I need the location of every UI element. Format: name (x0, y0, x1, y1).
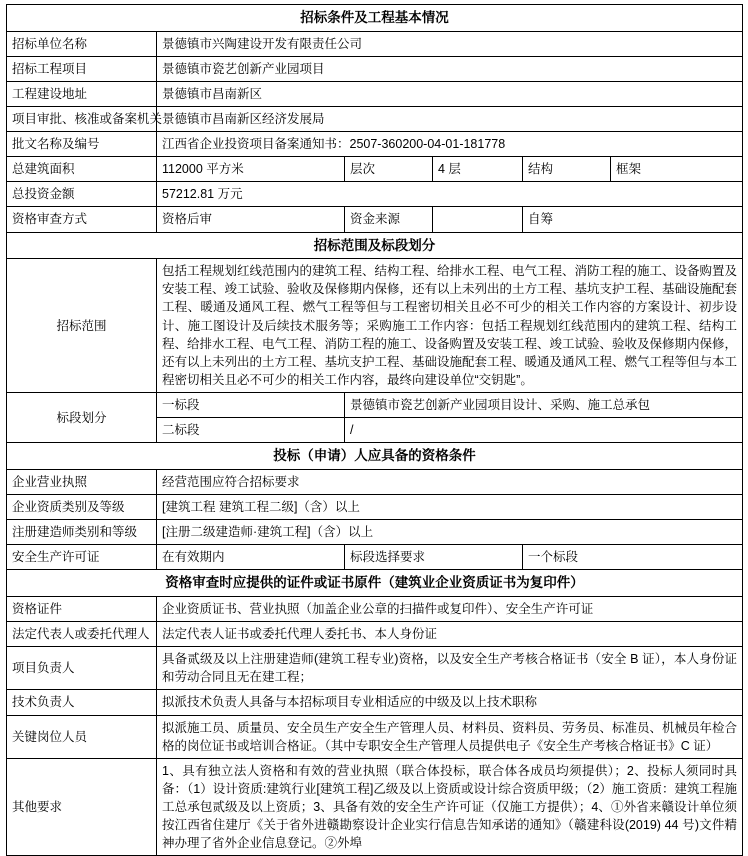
section-title-qualification: 投标（申请）人应具备的资格条件 (7, 443, 743, 470)
value-safety-production-license: 在有效期内 (157, 545, 345, 570)
table-row (7, 715, 743, 758)
table-row (7, 157, 743, 182)
label-bid-scope: 招标范围 (7, 259, 157, 393)
label-qualification-review-method: 资格审查方式 (7, 207, 157, 232)
table-row (7, 690, 743, 715)
value-legal-representative: 法定代表人证书或委托代理人委托书、本人身份证 (157, 622, 743, 647)
section-header-row (7, 232, 743, 259)
table-row (7, 56, 743, 81)
table-row (7, 106, 743, 131)
label-floors: 层次 (345, 157, 433, 182)
section-header-row (7, 443, 743, 470)
value-key-personnel: 拟派施工员、质量员、安全员生产安全生产管理人员、材料员、资料员、劳务员、标准员、机械员年检合格的岗位证书或培训合格证。（其中专职安全生产管理人员提供电子《安全生产考核合格证书》C 证） (157, 715, 743, 758)
label-legal-representative: 法定代表人或委托代理人 (7, 622, 157, 647)
label-qualification-certificates: 资格证件 (7, 596, 157, 621)
label-total-floor-area: 总建筑面积 (7, 157, 157, 182)
label-key-personnel: 关键岗位人员 (7, 715, 157, 758)
value-bidder-unit-name: 景德镇市兴陶建设开发有限责任公司 (157, 31, 743, 56)
label-total-investment: 总投资金额 (7, 182, 157, 207)
table-row (7, 622, 743, 647)
section-title-basic: 招标条件及工程基本情况 (7, 5, 743, 32)
label-bidder-unit-name: 招标单位名称 (7, 31, 157, 56)
value-other-requirements: 1、具有独立法人资格和有效的营业执照（联合体投标，联合体各成员均须提供）；2、投标人须同时具备：（1）设计资质:建筑行业[建筑工程]乙级及以上资质或设计综合资质甲级；（2）施工资质：建筑工程施工总承包贰级及以上资质；3、具备有效的安全生产许可证（仅施工方提供）；4、①外省来赣设计单位须按江西省住建厅《关于省外进赣勘察设计企业实行信息告知承诺的通知》（赣建科设(2019) 44 号)文件精神办理了省外企业信息登记。②外埠 (157, 758, 743, 856)
value-total-investment: 57212.81 万元 (157, 182, 743, 207)
label-lot-1: 一标段 (157, 393, 345, 418)
table-row (7, 207, 743, 232)
table-row (7, 182, 743, 207)
section-header-row (7, 5, 743, 32)
value-project-name: 景德镇市瓷艺创新产业园项目 (157, 56, 743, 81)
value-project-address: 景德镇市昌南新区 (157, 81, 743, 106)
label-registered-constructor-grade: 注册建造师类别和等级 (7, 520, 157, 545)
section-header-row (7, 570, 743, 597)
value-qualification-review-method: 资格后审 (157, 207, 345, 232)
table-row (7, 31, 743, 56)
bid-information-table (6, 4, 743, 856)
table-row (7, 647, 743, 690)
value-structure: 框架 (611, 157, 743, 182)
label-approval-authority: 项目审批、核准或备案机关 (7, 106, 157, 131)
table-row (7, 758, 743, 856)
label-project-address: 工程建设地址 (7, 81, 157, 106)
table-row (7, 393, 743, 418)
table-row (7, 596, 743, 621)
label-project-name: 招标工程项目 (7, 56, 157, 81)
table-row (7, 132, 743, 157)
label-technical-manager: 技术负责人 (7, 690, 157, 715)
label-lot-division: 标段划分 (7, 393, 157, 443)
value-qualification-certificates: 企业资质证书、营业执照（加盖企业公章的扫描件或复印件）、安全生产许可证 (157, 596, 743, 621)
table-row (7, 545, 743, 570)
table-row (7, 259, 743, 393)
section-title-scope: 招标范围及标段划分 (7, 232, 743, 259)
label-other-requirements: 其他要求 (7, 758, 157, 856)
value-approval-authority: 景德镇市昌南新区经济发展局 (157, 106, 743, 131)
value-total-floor-area: 112000 平方米 (157, 157, 345, 182)
label-funding-source: 资金来源 (345, 207, 433, 232)
value-project-manager: 具备贰级及以上注册建造师(建筑工程专业)资格，以及安全生产考核合格证书（安全 B 证），本人身份证和劳动合同且无在建工程； (157, 647, 743, 690)
label-safety-production-license: 安全生产许可证 (7, 545, 157, 570)
label-enterprise-qualification-grade: 企业资质类别及等级 (7, 494, 157, 519)
label-lot-selection-requirement: 标段选择要求 (345, 545, 523, 570)
label-business-license: 企业营业执照 (7, 469, 157, 494)
label-project-manager: 项目负责人 (7, 647, 157, 690)
value-approval-doc-number: 江西省企业投资项目备案通知书：2507-360200-04-01-181778 (157, 132, 743, 157)
table-row (7, 520, 743, 545)
table-row (7, 469, 743, 494)
value-funding-source-empty (433, 207, 523, 232)
label-approval-doc-number: 批文名称及编号 (7, 132, 157, 157)
label-lot-2: 二标段 (157, 418, 345, 443)
value-lot-selection-requirement: 一个标段 (523, 545, 743, 570)
value-business-license: 经营范围应符合招标要求 (157, 469, 743, 494)
section-title-documents: 资格审查时应提供的证件或证书原件（建筑业企业资质证书为复印件） (7, 570, 743, 597)
label-structure: 结构 (523, 157, 611, 182)
value-lot-2: / (345, 418, 743, 443)
value-bid-scope: 包括工程规划红线范围内的建筑工程、结构工程、给排水工程、电气工程、消防工程的施工、设备购置及安装工程、竣工试验、验收及保修期内保修，还有以上未列出的土方工程、基坑支护工程、基础设施配套工程、暖通及通风工程、燃气工程等但与工程密切相关且必不可少的相关工作内容的方案设计、初步设计、施工图设计及后续技术服务等；采购施工工作内容：包括工程规划红线范围内的建筑工程、结构工程、给排水工程、电气工程、消防工程的施工、设备购置及安装工程、竣工试验、验收及保修期内保修，还有以上未列出的土方工程、基坑支护工程、基础设施配套工程、暖通及通风工程、燃气工程等但与本工程密切相关且必不可少的相关工作内容，最终向建设单位“交钥匙”。 (157, 259, 743, 393)
value-technical-manager: 拟派技术负责人具备与本招标项目专业相适应的中级及以上技术职称 (157, 690, 743, 715)
table-row (7, 81, 743, 106)
value-floors: 4 层 (433, 157, 523, 182)
value-lot-1: 景德镇市瓷艺创新产业园项目设计、采购、施工总承包 (345, 393, 743, 418)
table-row (7, 494, 743, 519)
value-enterprise-qualification-grade: [建筑工程 建筑工程二级]（含）以上 (157, 494, 743, 519)
value-registered-constructor-grade: [注册二级建造师·建筑工程]（含）以上 (157, 520, 743, 545)
value-funding-source: 自筹 (523, 207, 743, 232)
